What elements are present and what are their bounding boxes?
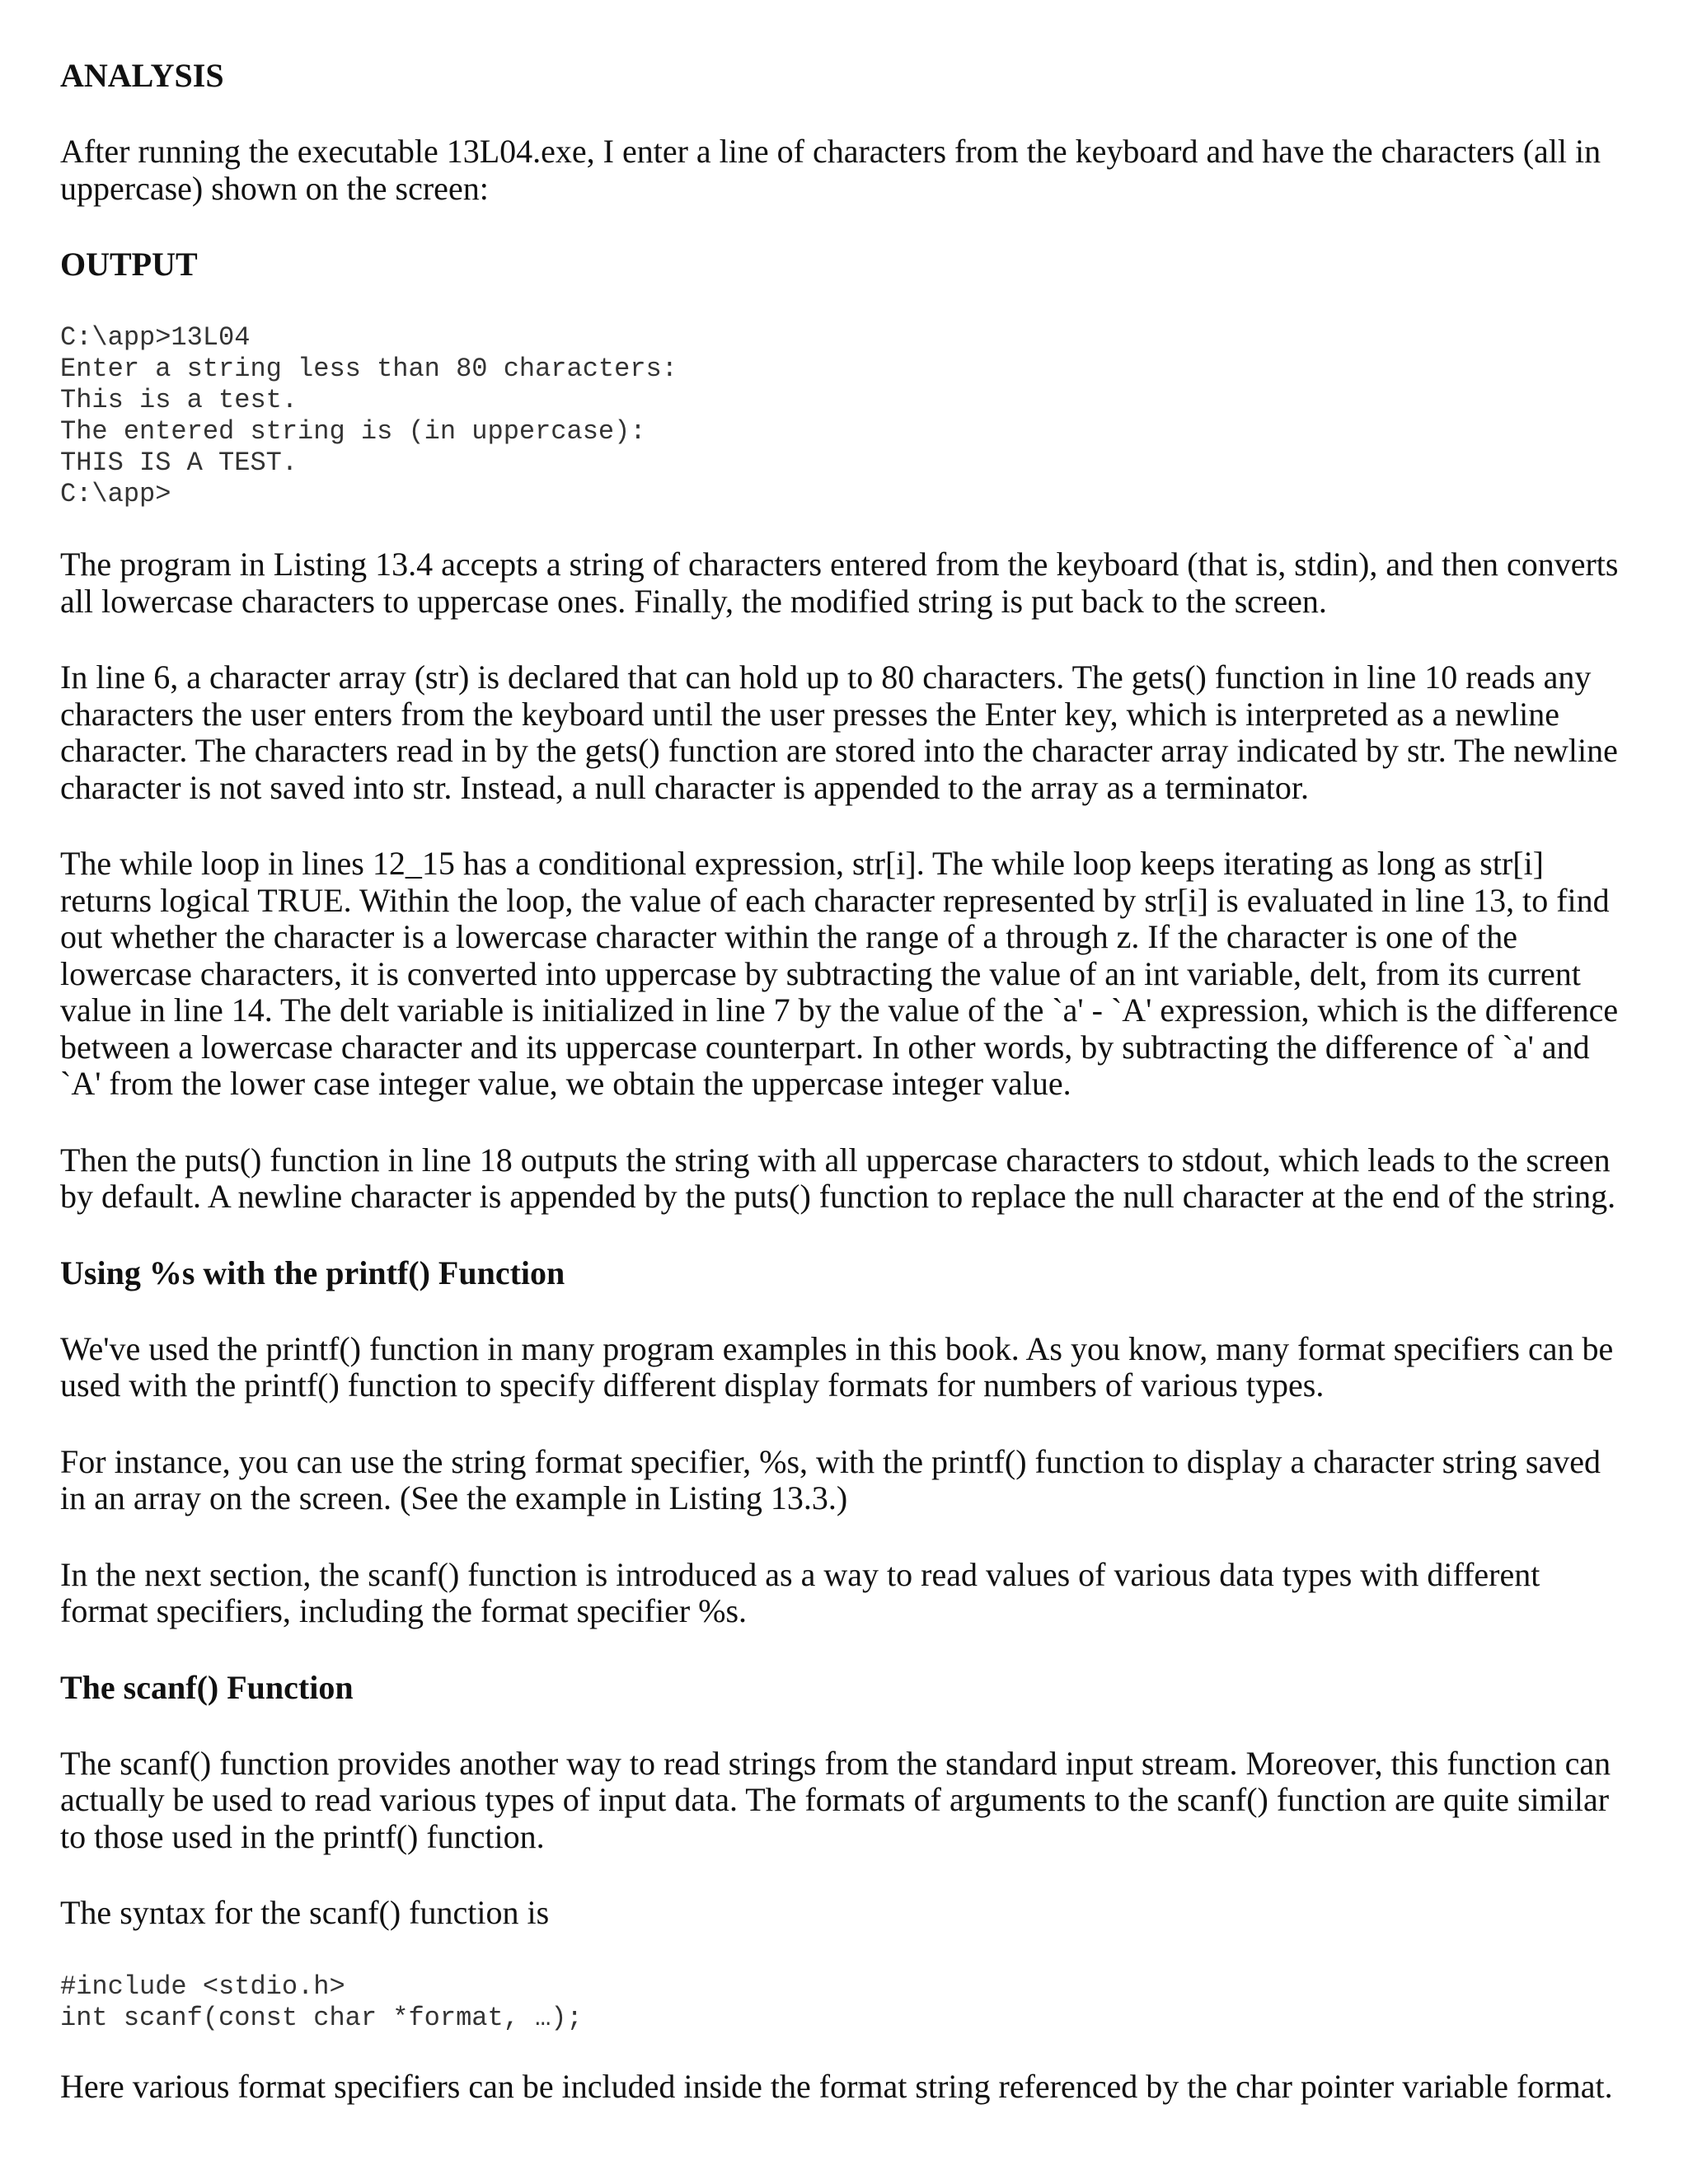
paragraph-intro: After running the executable 13L04.exe, I enter a line of characters from the keyboard and have the characters (all in uppercase) shown on the screen:: [60, 133, 1601, 207]
output-line: C:\app>13L04: [60, 322, 251, 353]
program-output-block: [60, 322, 1629, 510]
output-line: The entered string is (in uppercase):: [60, 416, 646, 447]
output-line: Enter a string less than 80 characters:: [60, 354, 678, 384]
output-line: THIS IS A TEST.: [60, 448, 298, 478]
paragraph-puts-explanation: Then the puts() function in line 18 outputs the string with all uppercase characters to stdout, which leads to the screen by default. A newline character is appended by the puts() function to replace the null character at the end of the string.: [60, 1141, 1616, 1215]
paragraph-scanf-syntax-intro: The syntax for the scanf() function is: [60, 1894, 550, 1931]
syntax-line: int scanf(const char *format, …);: [60, 2002, 583, 2033]
scanf-syntax-block: [60, 1971, 1629, 2034]
output-line: This is a test.: [60, 385, 298, 415]
output-line: C:\app>: [60, 479, 171, 509]
paragraph-scanf-intro: The scanf() function provides another way to read strings from the standard input stream. Moreover, this function can actually be used to read various types of input data. The formats of arguments to the scanf() function are quite similar to those used in the printf() function.: [60, 1744, 1611, 1855]
heading-analysis: ANALYSIS: [60, 57, 224, 94]
heading-printf: Using %s with the printf() Function: [60, 1254, 565, 1291]
heading-output: OUTPUT: [60, 246, 198, 283]
paragraph-scanf-preview: In the next section, the scanf() function is introduced as a way to read values of various data types with different format specifiers, including the format specifier %s.: [60, 1555, 1540, 1629]
paragraph-gets-explanation: In line 6, a character array (str) is declared that can hold up to 80 characters. The gets() function in line 10 reads any characters the user enters from the keyboard until the user presses the Enter key, which is interpreted as a newline character. The characters read in by the gets() function are stored into the character array indicated by str. The newline character is not saved into str. Instead, a null character is appended to the array as a terminator.: [60, 658, 1618, 806]
paragraph-format-specifiers: Here various format specifiers can be included inside the format string referenced by the char pointer variable format.: [60, 2067, 1613, 2105]
paragraph-printf-string-specifier: For instance, you can use the string format specifier, %s, with the printf() function to display a character string saved in an array on the screen. (See the example in Listing 13.3.): [60, 1442, 1601, 1516]
paragraph-while-loop-explanation: The while loop in lines 12_15 has a conditional expression, str[i]. The while loop keeps iterating as long as str[i] returns logical TRUE. Within the loop, the value of each character represented by str[i] is evaluated in line 13, to find out whether the character is a lowercase character within the range of a through z. If the character is one of the lowercase characters, it is converted into uppercase by subtracting the value of an int variable, delt, from its current value in line 14. The delt variable is initialized in line 7 by the value of the `a' - `A' expression, which is the difference between a lowercase character and its uppercase counterpart. In other words, by subtracting the difference of `a' and `A' from the lower case integer value, we obtain the uppercase integer value.: [60, 845, 1619, 1102]
syntax-line: #include <stdio.h>: [60, 1971, 345, 2002]
paragraph-program-summary: The program in Listing 13.4 accepts a string of characters entered from the keyboard (that is, stdin), and then converts all lowercase characters to uppercase ones. Finally, the modified string is put back to the screen.: [60, 546, 1619, 620]
paragraph-printf-intro: We've used the printf() function in many program examples in this book. As you know, many format specifiers can be used with the printf() function to specify different display formats for numbers of various types.: [60, 1329, 1614, 1404]
heading-scanf: The scanf() Function: [60, 1668, 354, 1706]
